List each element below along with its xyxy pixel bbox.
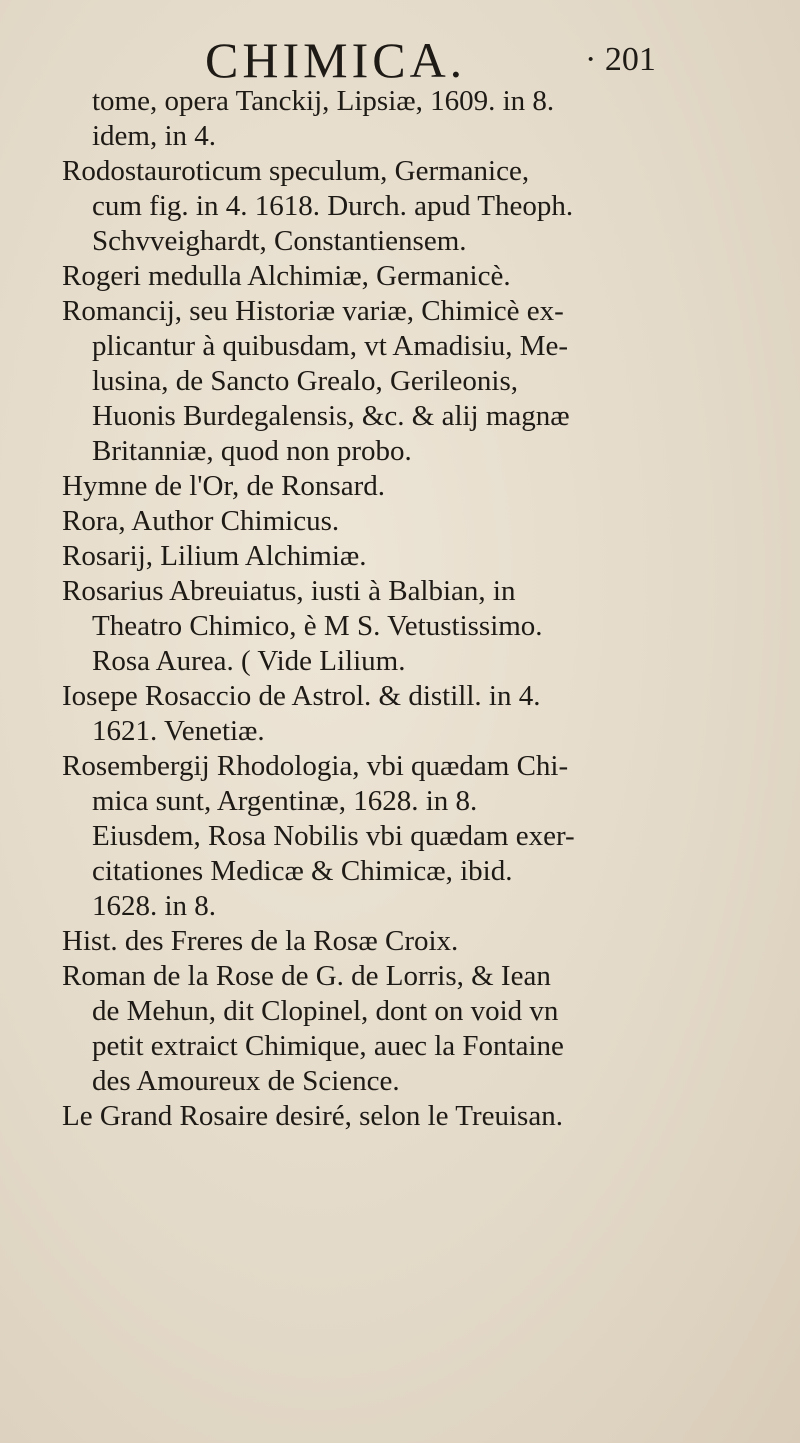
text-line: Rosarius Abreuiatus, iusti à Balbian, in [62, 575, 516, 607]
text-line: Britanniæ, quod non probo. [92, 435, 412, 467]
text-line: petit extraict Chimique, auec la Fontaine [92, 1030, 564, 1062]
running-title: CHIMICA. [205, 32, 467, 88]
bibliography-text [62, 84, 762, 1134]
text-line: Le Grand Rosaire desiré, selon le Treuisan. [62, 1100, 563, 1132]
text-line: Iosepe Rosaccio de Astrol. & distill. in 4. [62, 680, 541, 712]
text-line: mica sunt, Argentinæ, 1628. in 8. [92, 785, 478, 817]
text-line: plicantur à quibusdam, vt Amadisiu, Me- [92, 330, 569, 362]
text-line: Theatro Chimico, è M S. Vetustissimo. [92, 610, 543, 642]
text-line: de Mehun, dit Clopinel, dont on void vn [92, 995, 559, 1027]
text-line: tome, opera Tanckij, Lipsiæ, 1609. in 8. [92, 85, 555, 117]
text-line: citationes Medicæ & Chimicæ, ibid. [92, 855, 513, 887]
text-line: 1628. in 8. [92, 890, 217, 922]
text-line: Hymne de l'Or, de Ronsard. [62, 470, 385, 502]
text-line: cum fig. in 4. 1618. Durch. apud Theoph. [92, 190, 574, 222]
text-line: Rosembergij Rhodologia, vbi quædam Chi- [62, 750, 569, 782]
text-line: Rogeri medulla Alchimiæ, Germanicè. [62, 260, 511, 292]
text-line: Eiusdem, Rosa Nobilis vbi quædam exer- [92, 820, 575, 852]
text-line: lusina, de Sancto Grealo, Gerileonis, [92, 365, 519, 397]
text-line: Rodostauroticum speculum, Germanice, [62, 155, 530, 187]
text-line: 1621. Venetiæ. [92, 715, 265, 747]
text-line: Rosa Aurea. ( Vide Lilium. [92, 645, 406, 677]
page-header [205, 30, 685, 90]
text-line: des Amoureux de Science. [92, 1065, 400, 1097]
text-line: Rora, Author Chimicus. [62, 505, 340, 537]
page-number: · 201 [585, 41, 656, 78]
text-line: Romancij, seu Historiæ variæ, Chimicè ex- [62, 295, 564, 327]
text-line: Roman de la Rose de G. de Lorris, & Iean [62, 960, 551, 992]
text-line: Schvveighardt, Constantiensem. [92, 225, 467, 257]
text-line: Hist. des Freres de la Rosæ Croix. [62, 925, 459, 957]
text-line: Rosarij, Lilium Alchimiæ. [62, 540, 367, 572]
text-line: idem, in 4. [92, 120, 217, 152]
text-line: Huonis Burdegalensis, &c. & alij magnæ [92, 400, 570, 432]
